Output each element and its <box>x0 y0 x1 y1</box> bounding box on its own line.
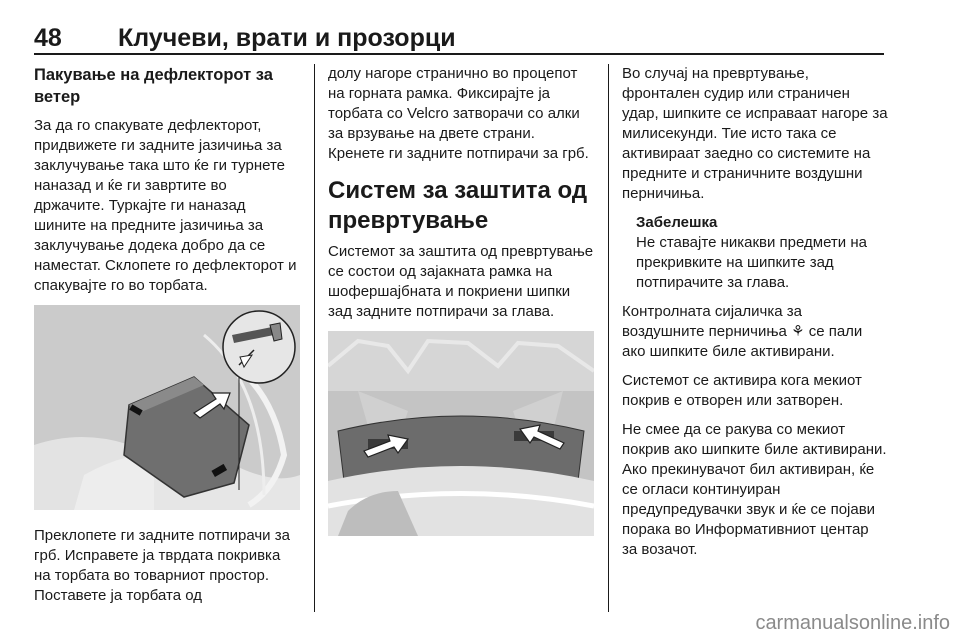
section-title-deflector: Пакување на дефлекторот за ветер <box>34 66 273 106</box>
paragraph-bag-fixing: долу нагоре странично во процепот на горната рамка. Фиксирајте ја торбата со Velcro затворачи со алки за врзување на двете страни. Кренете ги задните потпирачи за грб. <box>328 65 589 162</box>
column-3 <box>622 64 888 569</box>
note-title: Забелешка <box>636 214 718 231</box>
paragraph-deflector-packing: За да го спакувате дефлекторот, придвижете ги задните јазичиња за заклучување така што ќе ги турнете наназад и ќе ги завртите во држачите. Туркајте ги наназад шините на предните јазичиња за заклучување додека добро да се наместат. Склопете го дефлекторот и спакувајте го во торбата. <box>34 117 297 294</box>
page-number: 48 <box>34 24 62 52</box>
paragraph-soft-top-warning: Не смее да се ракува со мекиот покрив ако шипките биле активирани. Ако прекинувачот бил активиран, ќе се огласи континуиран предупредувачки звук и ќе се појави порака во Информативниот центар за возачот. <box>622 421 887 558</box>
watermark: carmanualsonline.info <box>755 612 950 634</box>
airbag-light-text-before: Контролната сијаличка за воздушните перничиња <box>622 303 802 340</box>
paragraph-fold-seats: Преклопете ги задните потпирачи за грб. Исправете ја тврдата покривка на торбата во товарниот простор. Поставете ја торбата од <box>34 527 290 604</box>
figure-deflector-bag <box>34 305 300 510</box>
airbag-light-text-after: се пали ако шипките биле активирани. <box>622 323 863 360</box>
column-divider-2 <box>608 64 609 612</box>
column-divider-1 <box>314 64 315 612</box>
illustration-deflector-bag <box>34 305 300 510</box>
section-title-rollover: Систем за заштита од превртување <box>328 177 588 234</box>
paragraph-rollover-activation: Во случај на превртување, фронтален судир или страничен удар, шипките се исправаат нагоре за милисекунди. Тие исто така се активираат заедно со системите на предните и страничните воздушни перничиња. <box>622 65 888 202</box>
note-box <box>622 213 888 293</box>
header-rule <box>34 53 884 55</box>
paragraph-system-active: Системот се активира кога мекиот покрив е отворен или затворен. <box>622 372 862 409</box>
paragraph-airbag-light <box>622 302 888 362</box>
chapter-title: Клучеви, врати и прозорци <box>118 24 456 52</box>
column-1 <box>34 64 300 615</box>
illustration-rollover-bars <box>328 331 594 536</box>
column-2 <box>328 64 594 552</box>
note-text: Не ставајте никакви предмети на прекривките на шипките зад потпирачите за глава. <box>636 234 867 291</box>
paragraph-rollover-description: Системот за заштита од превртување се состои од зајакната рамка на шофершајбната и покриени шипки зад задните потпирачи за глава. <box>328 243 594 320</box>
figure-rollover-bars <box>328 331 594 536</box>
airbag-warning-icon: ⚘ <box>791 323 805 340</box>
